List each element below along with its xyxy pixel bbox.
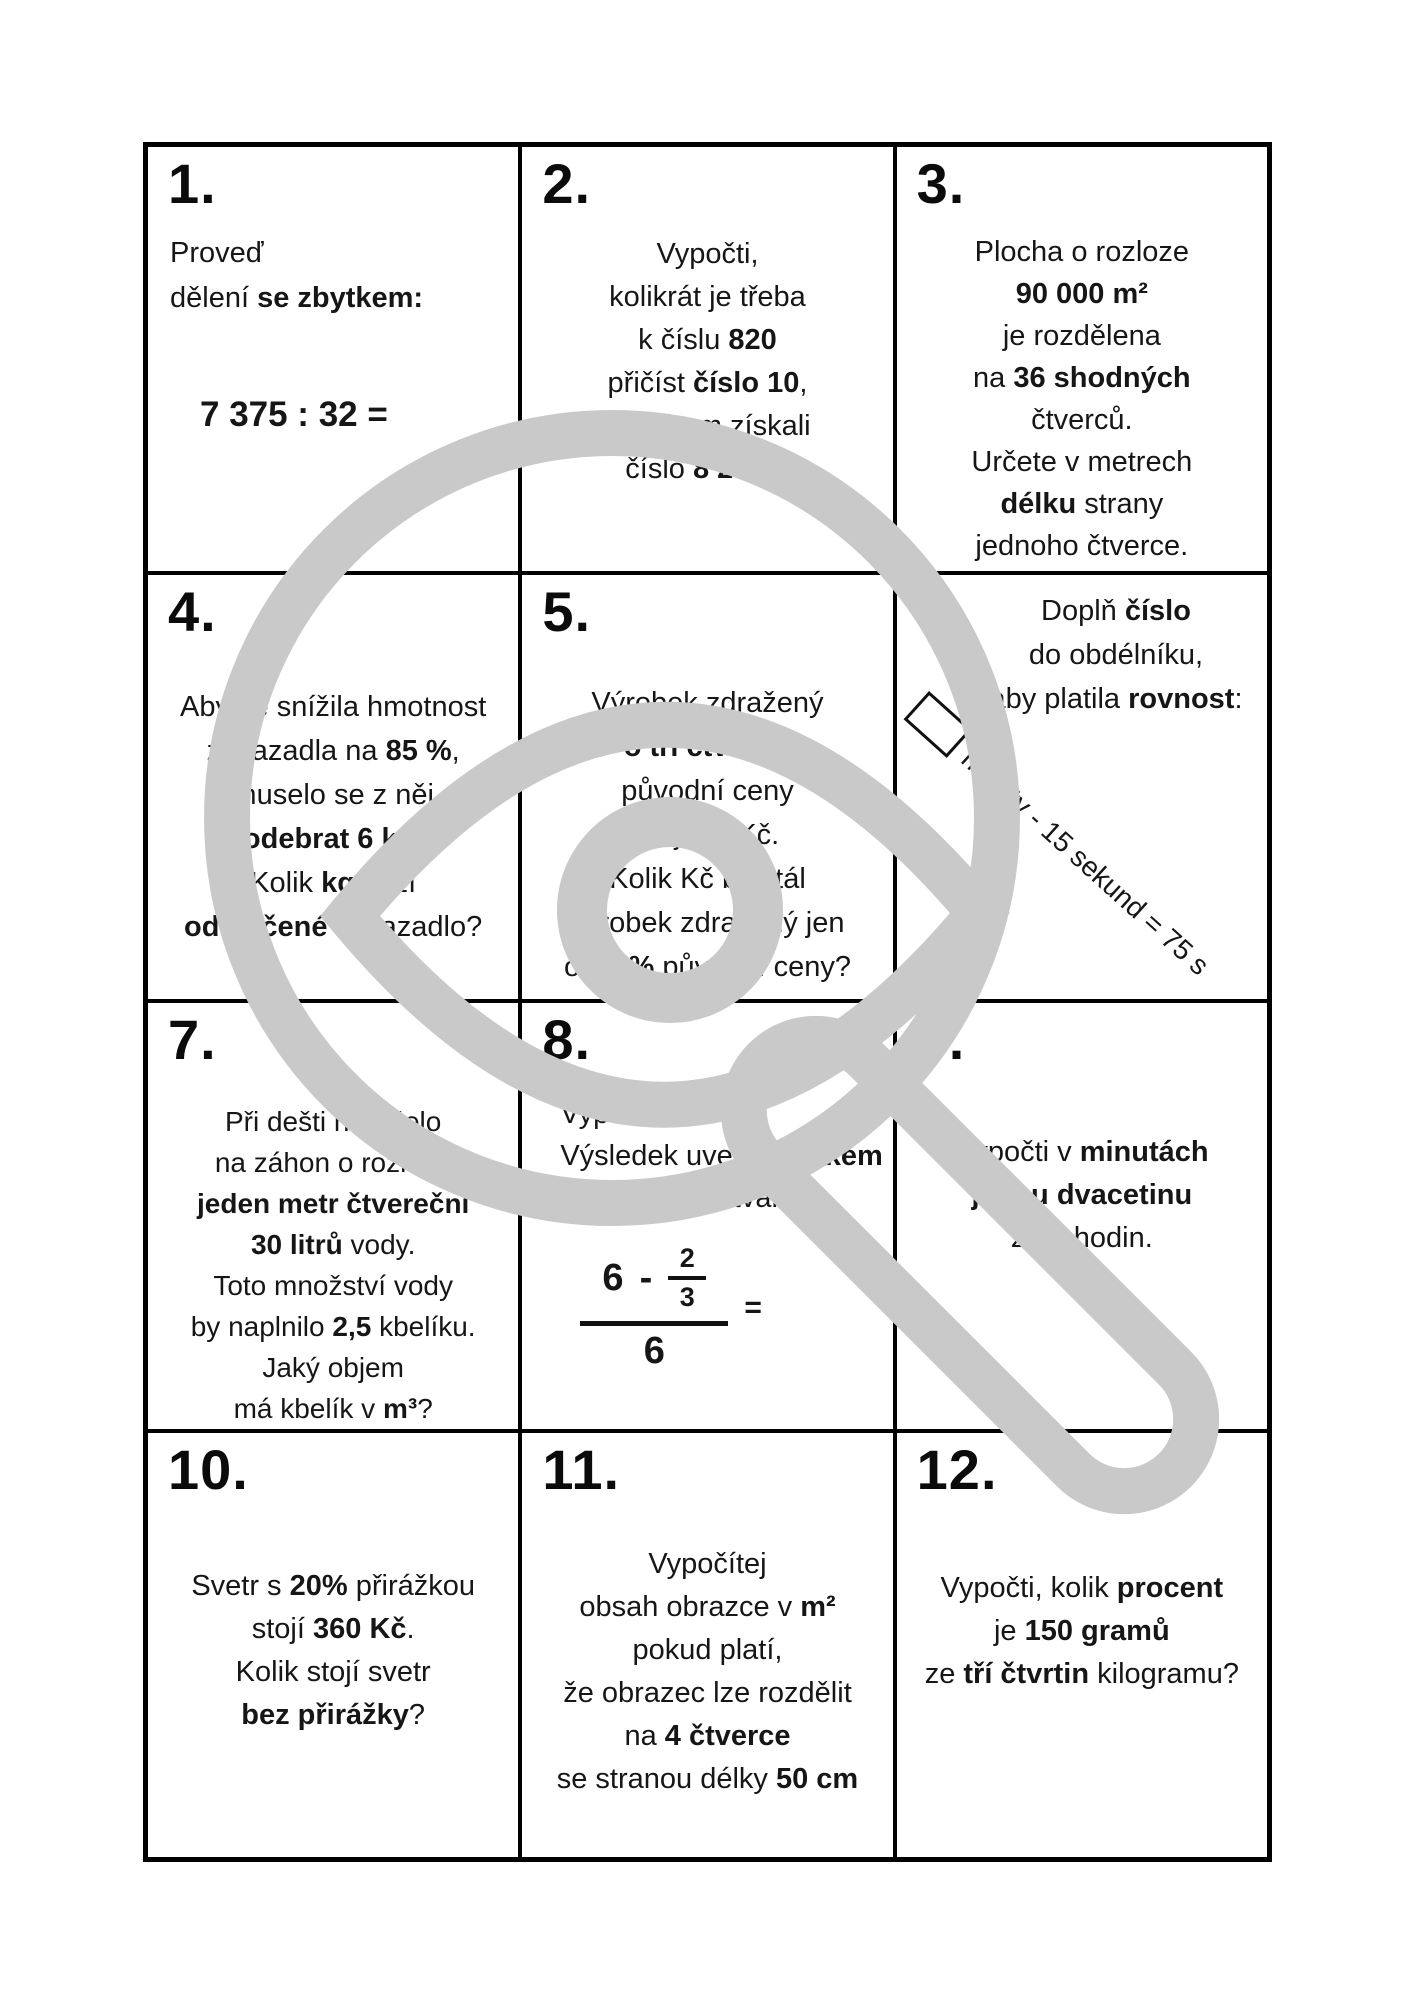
- problem-text: [148, 1565, 518, 1737]
- problem-text: [522, 681, 892, 989]
- text-line: [148, 1565, 518, 1608]
- text: kilogramu?: [1089, 1658, 1239, 1690]
- problem-number: 2.: [542, 152, 592, 215]
- bold-text: m²: [800, 1591, 836, 1623]
- text: strany: [1076, 488, 1164, 520]
- text-line: [897, 1567, 1267, 1610]
- text-line: [148, 729, 518, 773]
- text-line: [522, 901, 892, 945]
- problem-cell-11: [522, 1433, 892, 1857]
- bold-text: zlomkem: [758, 1140, 883, 1172]
- problem-number: 5.: [542, 580, 592, 643]
- text-line: [522, 276, 892, 319]
- text-line: [148, 905, 518, 949]
- problem-number: 6.: [916, 580, 966, 643]
- text-line: [522, 1543, 892, 1586]
- text: Kč.: [729, 819, 780, 851]
- problem-cell-6: [897, 575, 1267, 999]
- small-fraction: [668, 1245, 706, 1311]
- text: na záhon o rozloze: [214, 1147, 452, 1178]
- text: (v základním tvaru): [560, 1182, 807, 1214]
- text-line: [897, 231, 1267, 273]
- text-line: [522, 725, 892, 769]
- text-line: [148, 1608, 518, 1651]
- text-line: [522, 1586, 892, 1629]
- text-line: [148, 1347, 518, 1388]
- text-line: [148, 1651, 518, 1694]
- text: ,: [799, 367, 808, 399]
- text: kolikrát je třeba: [609, 281, 806, 313]
- bold-text: 50 cm: [775, 1763, 859, 1795]
- text: má kbelík v: [233, 1393, 383, 1424]
- bold-text: odlehčené: [184, 911, 328, 943]
- text-line: [148, 1142, 518, 1183]
- bold-text: číslo 10: [692, 367, 800, 399]
- text-line: [522, 362, 892, 405]
- text: ?: [765, 453, 790, 485]
- text: čtverců.: [1031, 404, 1133, 436]
- bold-text: 36 shodných: [1013, 362, 1191, 394]
- text-line: [148, 861, 518, 905]
- bold-text: jeden metr čtvereční: [196, 1188, 470, 1219]
- bold-text: 50 %: [588, 951, 655, 983]
- text-line: [148, 1265, 518, 1306]
- bold-text: bez přirážky: [241, 1699, 409, 1731]
- text: ze: [924, 1658, 964, 1690]
- small-fraction-numerator: 2: [679, 1243, 695, 1273]
- text: obsah obrazce v: [579, 1591, 801, 1623]
- text: je rozdělena: [1002, 320, 1161, 352]
- text: kbelíku.: [371, 1311, 476, 1342]
- text: Kolik Kč by stál: [609, 863, 806, 895]
- text: číslo: [625, 453, 693, 485]
- text: Kolik: [250, 867, 322, 899]
- text: ze 2 hodin.: [1010, 1222, 1153, 1254]
- text: na: [973, 362, 1014, 394]
- text: Vypočti,: [656, 238, 759, 270]
- text: do obdélníku,: [1028, 639, 1204, 671]
- text: Vypočti, kolik: [940, 1572, 1117, 1604]
- fraction-denominator: 6: [643, 1330, 665, 1372]
- bold-text: minutách: [1079, 1136, 1209, 1168]
- problem-cell-3: [897, 147, 1267, 571]
- text: váží: [354, 867, 417, 899]
- text-line: [522, 813, 892, 857]
- problem-text: [148, 231, 518, 321]
- text-line: [148, 1694, 518, 1737]
- text: jednoho čtverce.: [975, 530, 1189, 562]
- bold-text: 30 litrů: [250, 1229, 343, 1260]
- text: původní ceny?: [654, 951, 851, 983]
- text-line: [971, 633, 1261, 677]
- text-line: [522, 1672, 892, 1715]
- bold-text: jednu dvacetinu: [971, 1179, 1193, 1211]
- problem-cell-4: [148, 575, 518, 999]
- bold-text: se zbytkem:: [257, 282, 424, 314]
- problem-text: [522, 1093, 892, 1219]
- text-line: [522, 1758, 892, 1801]
- bold-text: odebrat 6 kg: [242, 823, 416, 855]
- text: Toto množství vody: [213, 1270, 453, 1301]
- problem-number: 11.: [542, 1438, 621, 1501]
- text-line: [522, 448, 892, 491]
- problem-number: 7.: [168, 1008, 217, 1071]
- bold-text: o tři čtvrtiny: [623, 731, 792, 763]
- text-line: [897, 273, 1267, 315]
- rotated-equation: [903, 691, 1220, 982]
- text: k číslu: [638, 324, 729, 356]
- answer-box: [903, 691, 972, 758]
- text: vody.: [342, 1229, 416, 1260]
- text-line: [148, 685, 518, 729]
- text: dělení: [170, 282, 258, 314]
- text: Doplň: [1041, 595, 1125, 627]
- bold-text: 90 000 m²: [1015, 278, 1148, 310]
- fraction-numerator: [602, 1245, 706, 1311]
- bold-text: délku: [1000, 488, 1077, 520]
- problem-number: 3.: [916, 152, 966, 215]
- text: Kolik stojí svetr: [235, 1656, 431, 1688]
- text-line: [148, 1306, 518, 1347]
- text-line: [522, 1715, 892, 1758]
- text: o: [563, 951, 589, 983]
- bold-text: 20%: [289, 1570, 348, 1602]
- bold-text: tří čtvrtin: [963, 1658, 1090, 1690]
- problem-text: [522, 1543, 892, 1801]
- text-line: [148, 773, 518, 817]
- text: Vypočti.: [560, 1098, 663, 1130]
- text-line: [897, 483, 1267, 525]
- text: že obrazec lze rozdělit: [563, 1677, 852, 1709]
- problem-number: 12.: [916, 1438, 998, 1501]
- bold-text: procent: [1116, 1572, 1224, 1604]
- bold-text: 4 čtverce: [664, 1720, 791, 1752]
- small-fraction-bar: [668, 1276, 706, 1280]
- text-line: [897, 315, 1267, 357]
- text-line: [148, 817, 518, 861]
- text-line: [560, 1135, 892, 1177]
- fraction-expression: [580, 1245, 810, 1370]
- problem-cell-8: [522, 1003, 892, 1429]
- text-line: [148, 1388, 518, 1429]
- text: ,: [451, 735, 460, 767]
- bold-text: 360 Kč: [313, 1613, 407, 1645]
- fraction-bar: [580, 1321, 728, 1326]
- text: aby platila: [989, 683, 1129, 715]
- bold-text: číslo: [1124, 595, 1191, 627]
- text: Aby se snížila hmotnost: [180, 691, 487, 723]
- text-line: [522, 1629, 892, 1672]
- text-line: [897, 1653, 1267, 1696]
- text-line: [522, 405, 892, 448]
- text: Výrobek zdražený: [591, 687, 824, 719]
- text: Plocha o rozloze: [974, 236, 1190, 268]
- text: Vypočítej: [648, 1548, 767, 1580]
- problem-text: [897, 1567, 1267, 1696]
- text-line: [897, 357, 1267, 399]
- text-line: [560, 1177, 892, 1219]
- problem-cell-5: [522, 575, 892, 999]
- bold-text: 150 gramů: [1024, 1615, 1170, 1647]
- text: Vypočti v: [955, 1136, 1080, 1168]
- text: Proveď: [170, 237, 264, 269]
- problem-cell-9: [897, 1003, 1267, 1429]
- minus-sign: -: [639, 1257, 653, 1299]
- problem-text: [971, 589, 1261, 721]
- text: zavazadlo?: [327, 911, 483, 943]
- text-line: [897, 441, 1267, 483]
- problem-text: [148, 685, 518, 949]
- numerator-whole: 6: [602, 1257, 624, 1299]
- text: na: [624, 1720, 665, 1752]
- problem-number: 10.: [168, 1438, 249, 1501]
- text: stojí: [251, 1613, 313, 1645]
- text: .: [415, 823, 424, 855]
- problem-cell-2: [522, 147, 892, 571]
- text-line: [522, 769, 892, 813]
- text-line: [897, 525, 1267, 567]
- problem-cell-7: [148, 1003, 518, 1429]
- text-line: [897, 1174, 1267, 1217]
- problem-text: [897, 231, 1267, 567]
- text-line: [170, 231, 518, 276]
- text: zavazadla na: [206, 735, 386, 767]
- problem-number: 1.: [168, 152, 217, 215]
- text-line: [897, 1217, 1267, 1260]
- bold-text: rovnost: [1128, 683, 1235, 715]
- bold-text: 8 200: [692, 453, 766, 485]
- text-line: [522, 681, 892, 725]
- text-line: [971, 589, 1261, 633]
- problem-text: [148, 1101, 518, 1429]
- text: :: [1234, 683, 1243, 715]
- problem-cell-12: [897, 1433, 1267, 1857]
- text: Svetr s: [191, 1570, 290, 1602]
- text: je: [993, 1615, 1025, 1647]
- text: ?: [408, 1699, 426, 1731]
- text-line: [897, 1131, 1267, 1174]
- text-line: [903, 691, 1220, 982]
- text: Výsledek uveď: [560, 1140, 759, 1172]
- text: minuty - 15 sekund = 75 s: [955, 743, 1215, 982]
- text: výrobek zdražený jen: [570, 907, 845, 939]
- bold-text: m³: [382, 1393, 418, 1424]
- text-line: [148, 1224, 518, 1265]
- bold-text: 2,5: [332, 1311, 372, 1342]
- text: by naplnilo: [190, 1311, 333, 1342]
- text-line: [560, 1093, 892, 1135]
- problem-cell-1: [148, 147, 518, 571]
- problem-number: 9.: [916, 1008, 966, 1071]
- text-line: [170, 276, 518, 321]
- bold-text: kg: [321, 867, 355, 899]
- text: se stranou délky: [556, 1763, 776, 1795]
- text: .: [406, 1613, 415, 1645]
- bold-text: 85 %: [385, 735, 452, 767]
- bold-text: 820: [728, 324, 777, 356]
- text-line: [522, 233, 892, 276]
- text: abychom získali: [604, 410, 811, 442]
- problem-grid: [143, 142, 1272, 1862]
- text: přičíst: [607, 367, 693, 399]
- small-fraction-denominator: 3: [679, 1282, 695, 1312]
- text-line: [522, 857, 892, 901]
- text: pokud platí,: [632, 1634, 783, 1666]
- main-fraction: [580, 1245, 728, 1370]
- text: Při dešti napršelo: [224, 1106, 442, 1137]
- text: přirážkou: [347, 1570, 475, 1602]
- text-line: [522, 945, 892, 989]
- problem-number: 4.: [168, 580, 217, 643]
- text-line: [897, 1610, 1267, 1653]
- text-line: [522, 319, 892, 362]
- text-line: [148, 1183, 518, 1224]
- equals-sign: =: [744, 1290, 762, 1324]
- bold-text: 28: [697, 819, 730, 851]
- text: muselo se z něj: [232, 779, 434, 811]
- text: Jaký objem: [262, 1352, 404, 1383]
- problem-text: [897, 1131, 1267, 1260]
- text: Určete v metrech: [971, 446, 1193, 478]
- text: stojí: [635, 819, 697, 851]
- text: ?: [417, 1393, 433, 1424]
- problem-number: 8.: [542, 1008, 592, 1071]
- text-line: [971, 677, 1261, 721]
- problem-text: [522, 233, 892, 491]
- problem-cell-10: [148, 1433, 518, 1857]
- text-line: [897, 399, 1267, 441]
- division-equation: 7 375 : 32 =: [200, 395, 388, 434]
- text: původní ceny: [621, 775, 794, 807]
- text-line: [148, 1101, 518, 1142]
